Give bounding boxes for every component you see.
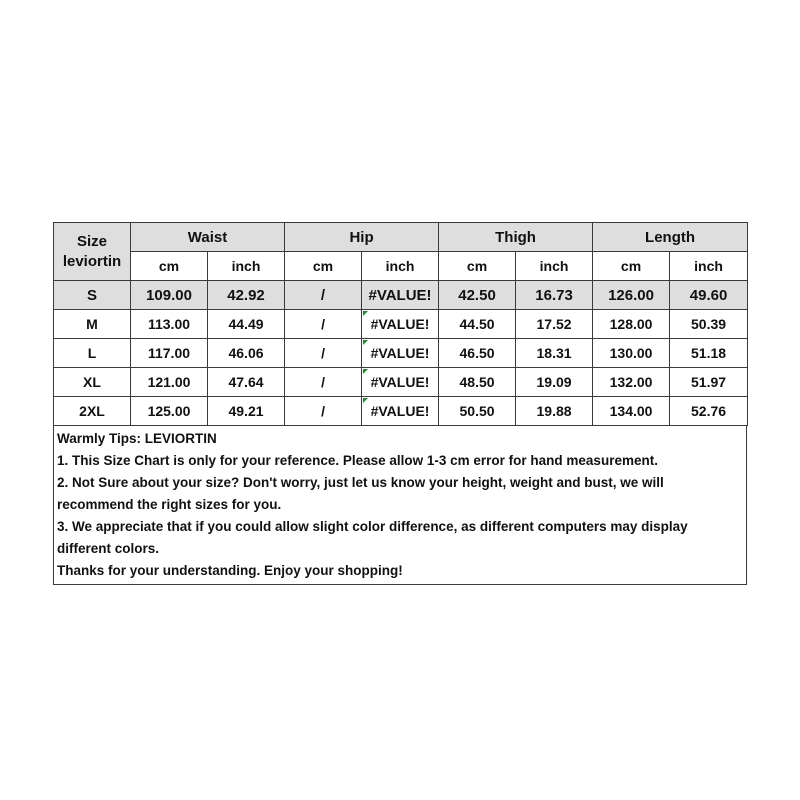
size-label: 2XL — [54, 397, 131, 426]
table-cell: 16.73 — [516, 281, 593, 310]
tip-item: 3. We appreciate that if you could allow slight color difference, as different computers may display different colors. — [57, 519, 688, 556]
error-cell-text: #VALUE! — [370, 345, 430, 361]
table-row — [54, 368, 748, 397]
table-cell: 134.00 — [593, 397, 670, 426]
table-cell: 51.97 — [670, 368, 748, 397]
table-cell: 126.00 — [593, 281, 670, 310]
table-cell: 52.76 — [670, 397, 748, 426]
unit-header: cm — [593, 252, 670, 281]
table-cell: 44.50 — [439, 310, 516, 339]
table-cell: / — [285, 281, 362, 310]
tip-item: 1. This Size Chart is only for your reference. Please allow 1-3 cm error for hand measurement. — [57, 453, 658, 468]
table-cell: 130.00 — [593, 339, 670, 368]
error-cell — [362, 339, 439, 368]
error-cell — [362, 397, 439, 426]
table-cell: 49.60 — [670, 281, 748, 310]
unit-header: cm — [285, 252, 362, 281]
error-cell-text: #VALUE! — [370, 316, 430, 332]
error-cell-text: #VALUE! — [370, 374, 430, 390]
size-label: L — [54, 339, 131, 368]
table-cell: / — [285, 310, 362, 339]
group-header-hip: Hip — [285, 223, 439, 252]
group-header-waist: Waist — [131, 223, 285, 252]
table-cell: 19.09 — [516, 368, 593, 397]
table-row — [54, 281, 748, 310]
error-cell — [362, 368, 439, 397]
table-cell: 132.00 — [593, 368, 670, 397]
table-cell: 47.64 — [208, 368, 285, 397]
unit-header: inch — [670, 252, 748, 281]
table-row — [54, 339, 748, 368]
tips-box — [53, 426, 747, 585]
table-cell: 46.50 — [439, 339, 516, 368]
error-marker-icon — [363, 369, 368, 374]
unit-header: cm — [131, 252, 208, 281]
table-cell: 17.52 — [516, 310, 593, 339]
table-cell: 50.50 — [439, 397, 516, 426]
tips-closing: Thanks for your understanding. Enjoy your shopping! — [57, 563, 403, 578]
error-marker-icon — [363, 311, 368, 316]
unit-header: inch — [362, 252, 439, 281]
table-cell: 50.39 — [670, 310, 748, 339]
tips-title: Warmly Tips: LEVIORTIN — [57, 431, 217, 446]
table-row — [54, 397, 748, 426]
table-cell: 19.88 — [516, 397, 593, 426]
table-cell: 109.00 — [131, 281, 208, 310]
table-cell: / — [285, 397, 362, 426]
error-cell — [362, 310, 439, 339]
table-cell: 44.49 — [208, 310, 285, 339]
table-cell: / — [285, 368, 362, 397]
size-header-line1: Size — [76, 232, 107, 250]
error-marker-icon — [363, 398, 368, 403]
unit-header: cm — [439, 252, 516, 281]
group-header-thigh: Thigh — [439, 223, 593, 252]
table-cell: #VALUE! — [362, 281, 439, 310]
size-chart — [53, 222, 747, 585]
size-label: M — [54, 310, 131, 339]
size-label: S — [54, 281, 131, 310]
table-cell: / — [285, 339, 362, 368]
size-header-cell — [54, 223, 131, 281]
table-cell: 121.00 — [131, 368, 208, 397]
table-cell: 48.50 — [439, 368, 516, 397]
error-cell-text: #VALUE! — [370, 403, 430, 419]
table-cell: 113.00 — [131, 310, 208, 339]
table-cell: 18.31 — [516, 339, 593, 368]
error-marker-icon — [363, 340, 368, 345]
table-cell: 49.21 — [208, 397, 285, 426]
tip-item: 2. Not Sure about your size? Don't worry, just let us know your height, weight and bust, we will recommend the right sizes for you. — [57, 475, 664, 512]
table-cell: 46.06 — [208, 339, 285, 368]
unit-header-row — [54, 252, 748, 281]
table-row — [54, 310, 748, 339]
size-header-line2: leviortin — [62, 252, 122, 270]
table-cell: 51.18 — [670, 339, 748, 368]
table-cell: 42.92 — [208, 281, 285, 310]
table-cell: 125.00 — [131, 397, 208, 426]
size-table — [53, 222, 748, 426]
table-cell: 42.50 — [439, 281, 516, 310]
unit-header: inch — [516, 252, 593, 281]
table-cell: 128.00 — [593, 310, 670, 339]
unit-header: inch — [208, 252, 285, 281]
size-label: XL — [54, 368, 131, 397]
group-header-length: Length — [593, 223, 748, 252]
group-header-row — [54, 223, 748, 252]
table-cell: 117.00 — [131, 339, 208, 368]
